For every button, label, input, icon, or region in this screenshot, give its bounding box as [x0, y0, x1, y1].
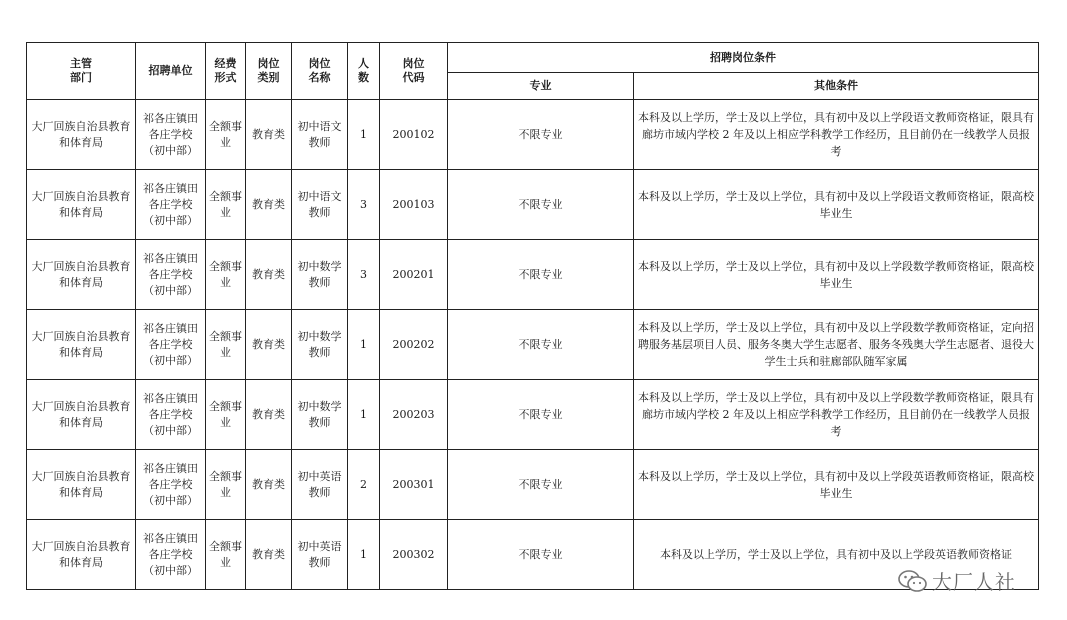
cell-other: 本科及以上学历，学士及以上学位，具有初中及以上学段英语教师资格证，限高校毕业生 — [634, 450, 1039, 520]
cell-funding: 全额事业 — [206, 100, 246, 170]
table-row — [27, 520, 1039, 590]
cell-other: 本科及以上学历，学士及以上学位，具有初中及以上学段语文教师资格证，限具有廊坊市域内学校 2 年及以上相应学科教学工作经历，且目前仍在一线教学人员报考 — [634, 100, 1039, 170]
cell-dept: 大厂回族自治县教育和体育局 — [27, 100, 136, 170]
header-conditions: 招聘岗位条件 — [448, 43, 1039, 73]
cell-dept: 大厂回族自治县教育和体育局 — [27, 380, 136, 450]
cell-code: 200302 — [380, 520, 448, 590]
cell-count: 2 — [348, 450, 380, 520]
cell-code: 200103 — [380, 170, 448, 240]
cell-name: 初中语文教师 — [292, 100, 348, 170]
cell-other: 本科及以上学历，学士及以上学位，具有初中及以上学段数学教师资格证，限具有廊坊市域内学校 2 年及以上相应学科教学工作经历，且目前仍在一线教学人员报考 — [634, 380, 1039, 450]
cell-unit: 祁各庄镇田各庄学校（初中部） — [136, 310, 206, 380]
header-other: 其他条件 — [634, 73, 1039, 100]
cell-name: 初中英语教师 — [292, 520, 348, 590]
header-name: 岗位 名称 — [292, 43, 348, 100]
header-major: 专业 — [448, 73, 634, 100]
cell-count: 1 — [348, 310, 380, 380]
cell-dept: 大厂回族自治县教育和体育局 — [27, 450, 136, 520]
cell-major: 不限专业 — [448, 100, 634, 170]
cell-unit: 祁各庄镇田各庄学校（初中部） — [136, 240, 206, 310]
cell-code: 200202 — [380, 310, 448, 380]
cell-count: 3 — [348, 170, 380, 240]
header-dept: 主管 部门 — [27, 43, 136, 100]
table-row — [27, 380, 1039, 450]
table-row — [27, 240, 1039, 310]
cell-other: 本科及以上学历，学士及以上学位，具有初中及以上学段数学教师资格证，限高校毕业生 — [634, 240, 1039, 310]
cell-name: 初中数学教师 — [292, 240, 348, 310]
cell-other: 本科及以上学历，学士及以上学位，具有初中及以上学段英语教师资格证 — [634, 520, 1039, 590]
cell-name: 初中数学教师 — [292, 380, 348, 450]
cell-unit: 祁各庄镇田各庄学校（初中部） — [136, 380, 206, 450]
cell-dept: 大厂回族自治县教育和体育局 — [27, 170, 136, 240]
cell-category: 教育类 — [246, 450, 292, 520]
cell-category: 教育类 — [246, 100, 292, 170]
cell-count: 1 — [348, 520, 380, 590]
cell-count: 1 — [348, 100, 380, 170]
cell-code: 200301 — [380, 450, 448, 520]
cell-funding: 全额事业 — [206, 310, 246, 380]
cell-funding: 全额事业 — [206, 450, 246, 520]
cell-name: 初中数学教师 — [292, 310, 348, 380]
cell-category: 教育类 — [246, 240, 292, 310]
cell-other: 本科及以上学历，学士及以上学位，具有初中及以上学段语文教师资格证，限高校毕业生 — [634, 170, 1039, 240]
cell-name: 初中语文教师 — [292, 170, 348, 240]
cell-funding: 全额事业 — [206, 240, 246, 310]
cell-funding: 全额事业 — [206, 520, 246, 590]
cell-major: 不限专业 — [448, 380, 634, 450]
cell-category: 教育类 — [246, 380, 292, 450]
wechat-icon — [898, 569, 928, 593]
header-code: 岗位 代码 — [380, 43, 448, 100]
cell-major: 不限专业 — [448, 450, 634, 520]
cell-count: 3 — [348, 240, 380, 310]
cell-major: 不限专业 — [448, 310, 634, 380]
table-row — [27, 450, 1039, 520]
cell-category: 教育类 — [246, 170, 292, 240]
header-category: 岗位 类别 — [246, 43, 292, 100]
table-row — [27, 170, 1039, 240]
cell-major: 不限专业 — [448, 520, 634, 590]
header-unit: 招聘单位 — [136, 43, 206, 100]
header-funding: 经费 形式 — [206, 43, 246, 100]
cell-major: 不限专业 — [448, 170, 634, 240]
cell-code: 200102 — [380, 100, 448, 170]
cell-dept: 大厂回族自治县教育和体育局 — [27, 520, 136, 590]
cell-dept: 大厂回族自治县教育和体育局 — [27, 310, 136, 380]
recruitment-table — [26, 42, 1039, 590]
cell-funding: 全额事业 — [206, 170, 246, 240]
cell-category: 教育类 — [246, 520, 292, 590]
cell-other: 本科及以上学历，学士及以上学位，具有初中及以上学段数学教师资格证，定向招聘服务基层项目人员、服务冬奥大学生志愿者、服务冬残奥大学生志愿者、退役大学生士兵和驻廊部队随军家属 — [634, 310, 1039, 380]
cell-major: 不限专业 — [448, 240, 634, 310]
header-count: 人 数 — [348, 43, 380, 100]
table-row — [27, 100, 1039, 170]
cell-code: 200203 — [380, 380, 448, 450]
cell-unit: 祁各庄镇田各庄学校（初中部） — [136, 450, 206, 520]
table-body — [27, 100, 1039, 590]
cell-dept: 大厂回族自治县教育和体育局 — [27, 240, 136, 310]
cell-unit: 祁各庄镇田各庄学校（初中部） — [136, 520, 206, 590]
cell-funding: 全额事业 — [206, 380, 246, 450]
table-row — [27, 310, 1039, 380]
watermark — [898, 566, 1016, 595]
watermark-text: 大厂人社 — [932, 570, 1016, 594]
cell-unit: 祁各庄镇田各庄学校（初中部） — [136, 170, 206, 240]
cell-category: 教育类 — [246, 310, 292, 380]
cell-unit: 祁各庄镇田各庄学校（初中部） — [136, 100, 206, 170]
cell-name: 初中英语教师 — [292, 450, 348, 520]
cell-count: 1 — [348, 380, 380, 450]
cell-code: 200201 — [380, 240, 448, 310]
